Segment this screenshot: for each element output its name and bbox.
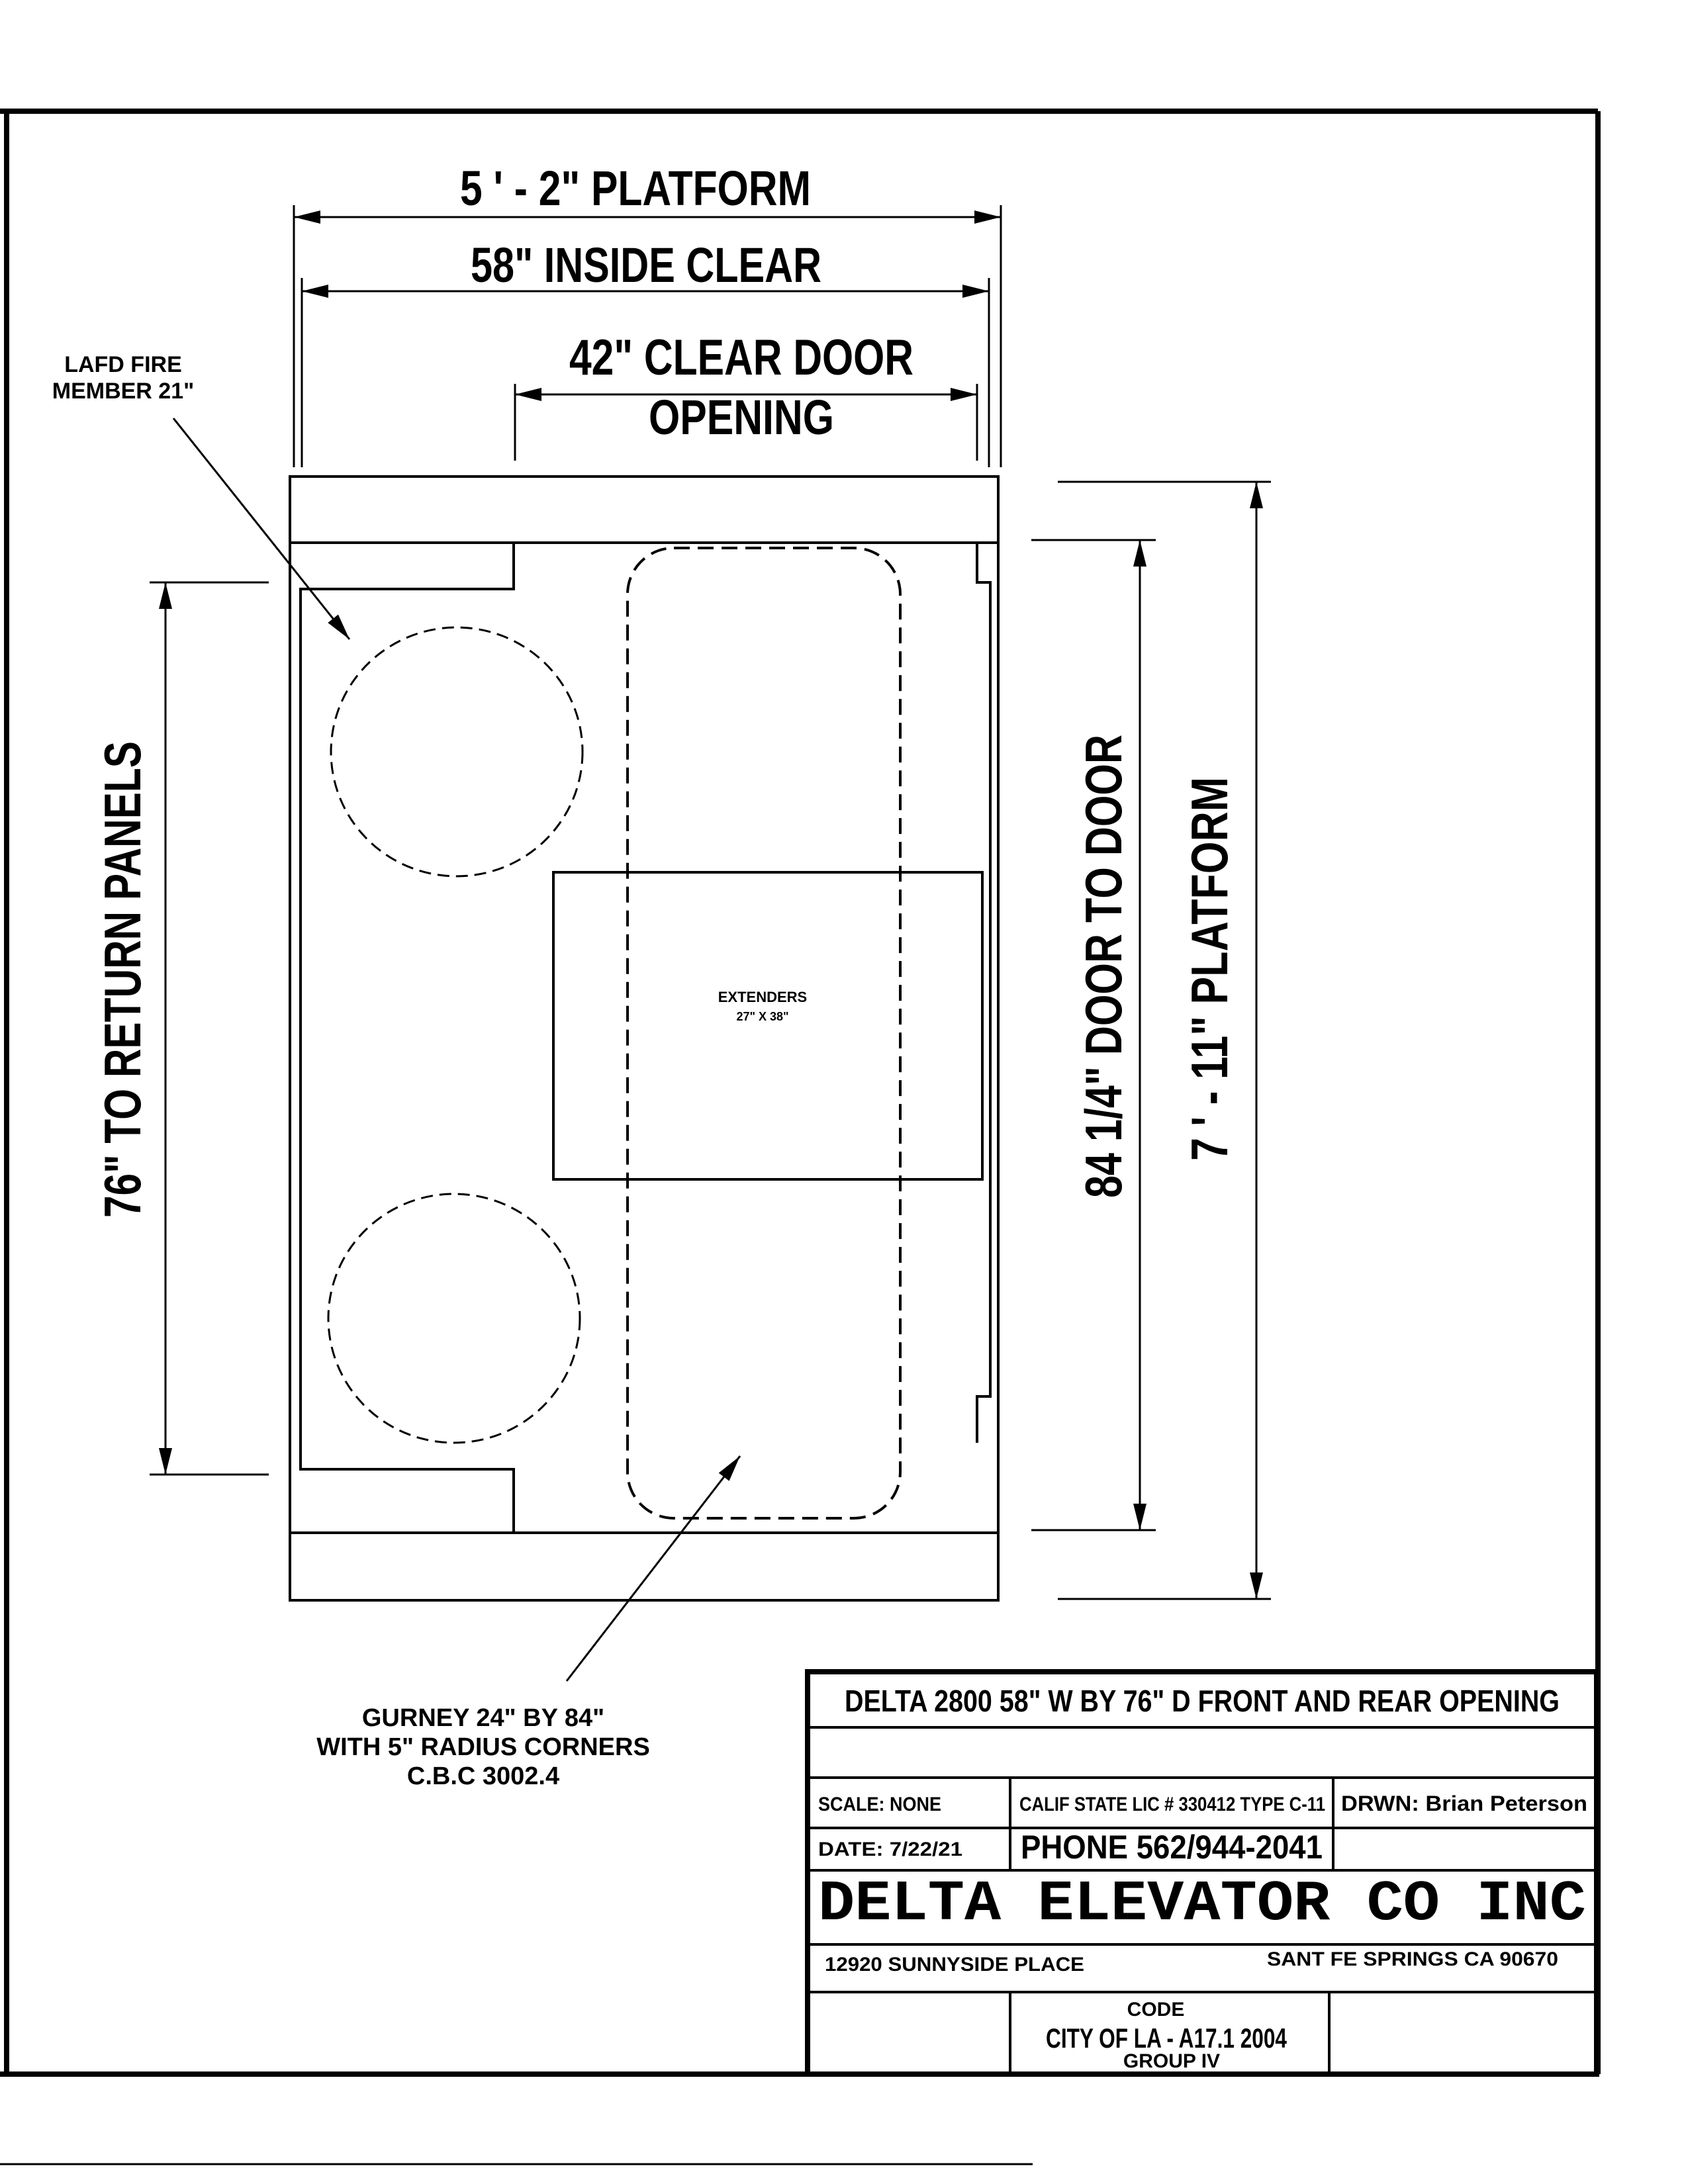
fire-member-circle-top	[331, 627, 583, 876]
extenders-box	[553, 872, 982, 1179]
scale-field: SCALE: NONE	[818, 1794, 941, 1815]
door-opening-label-1: 42" CLEAR DOOR	[569, 330, 913, 386]
car-plan	[290, 477, 998, 1600]
gurney-label-2: WITH 5" RADIUS CORNERS	[316, 1733, 650, 1761]
license-field: CALIF STATE LIC # 330412 TYPE C-11	[1019, 1794, 1325, 1815]
left-wall	[301, 543, 514, 1533]
gurney-outline	[628, 548, 900, 1518]
door-to-door-label: 84 1/4" DOOR TO DOOR	[1074, 606, 1133, 1198]
company-name: DELTA ELEVATOR CO INC	[818, 1872, 1586, 1936]
platform-depth-label: 7 ' - 11" PLATFORM	[1180, 683, 1239, 1161]
lafd-label-2: MEMBER 21"	[52, 379, 195, 404]
leaders	[173, 418, 740, 1681]
title-block-title: DELTA 2800 58" W BY 76" D FRONT AND REAR OPENING	[845, 1684, 1560, 1718]
drawn-by-field: DRWN: Brian Peterson	[1341, 1792, 1587, 1815]
city-field: SANT FE SPRINGS CA 90670	[1267, 1948, 1558, 1970]
code-label: CODE	[1127, 1999, 1185, 2021]
platform-outline	[290, 477, 998, 1600]
extenders-label-2: 27" X 38"	[736, 1010, 789, 1023]
address-field: 12920 SUNNYSIDE PLACE	[825, 1954, 1084, 1976]
door-opening-label-2: OPENING	[649, 390, 834, 445]
extenders-label-1: EXTENDERS	[718, 989, 808, 1005]
date-field: DATE: 7/22/21	[818, 1839, 962, 1860]
platform-width-label: 5 ' - 2" PLATFORM	[460, 161, 811, 216]
lafd-label-1: LAFD FIRE	[64, 352, 182, 377]
gurney-label-1: GURNEY 24" BY 84"	[361, 1704, 605, 1732]
return-panels-label: 76" TO RETURN PANELS	[93, 601, 152, 1218]
phone-field: PHONE 562/944-2041	[1021, 1829, 1323, 1866]
gurney-label-3: C.B.C 3002.4	[406, 1762, 560, 1790]
fire-member-circle-bottom	[328, 1194, 580, 1443]
lafd-circles	[328, 627, 583, 1443]
inside-clear-label: 58" INSIDE CLEAR	[471, 238, 821, 293]
code-group: GROUP IV	[1123, 2050, 1221, 2072]
code-value: CITY OF LA - A17.1 2004	[1046, 2023, 1287, 2054]
left-dimension	[150, 582, 269, 1475]
